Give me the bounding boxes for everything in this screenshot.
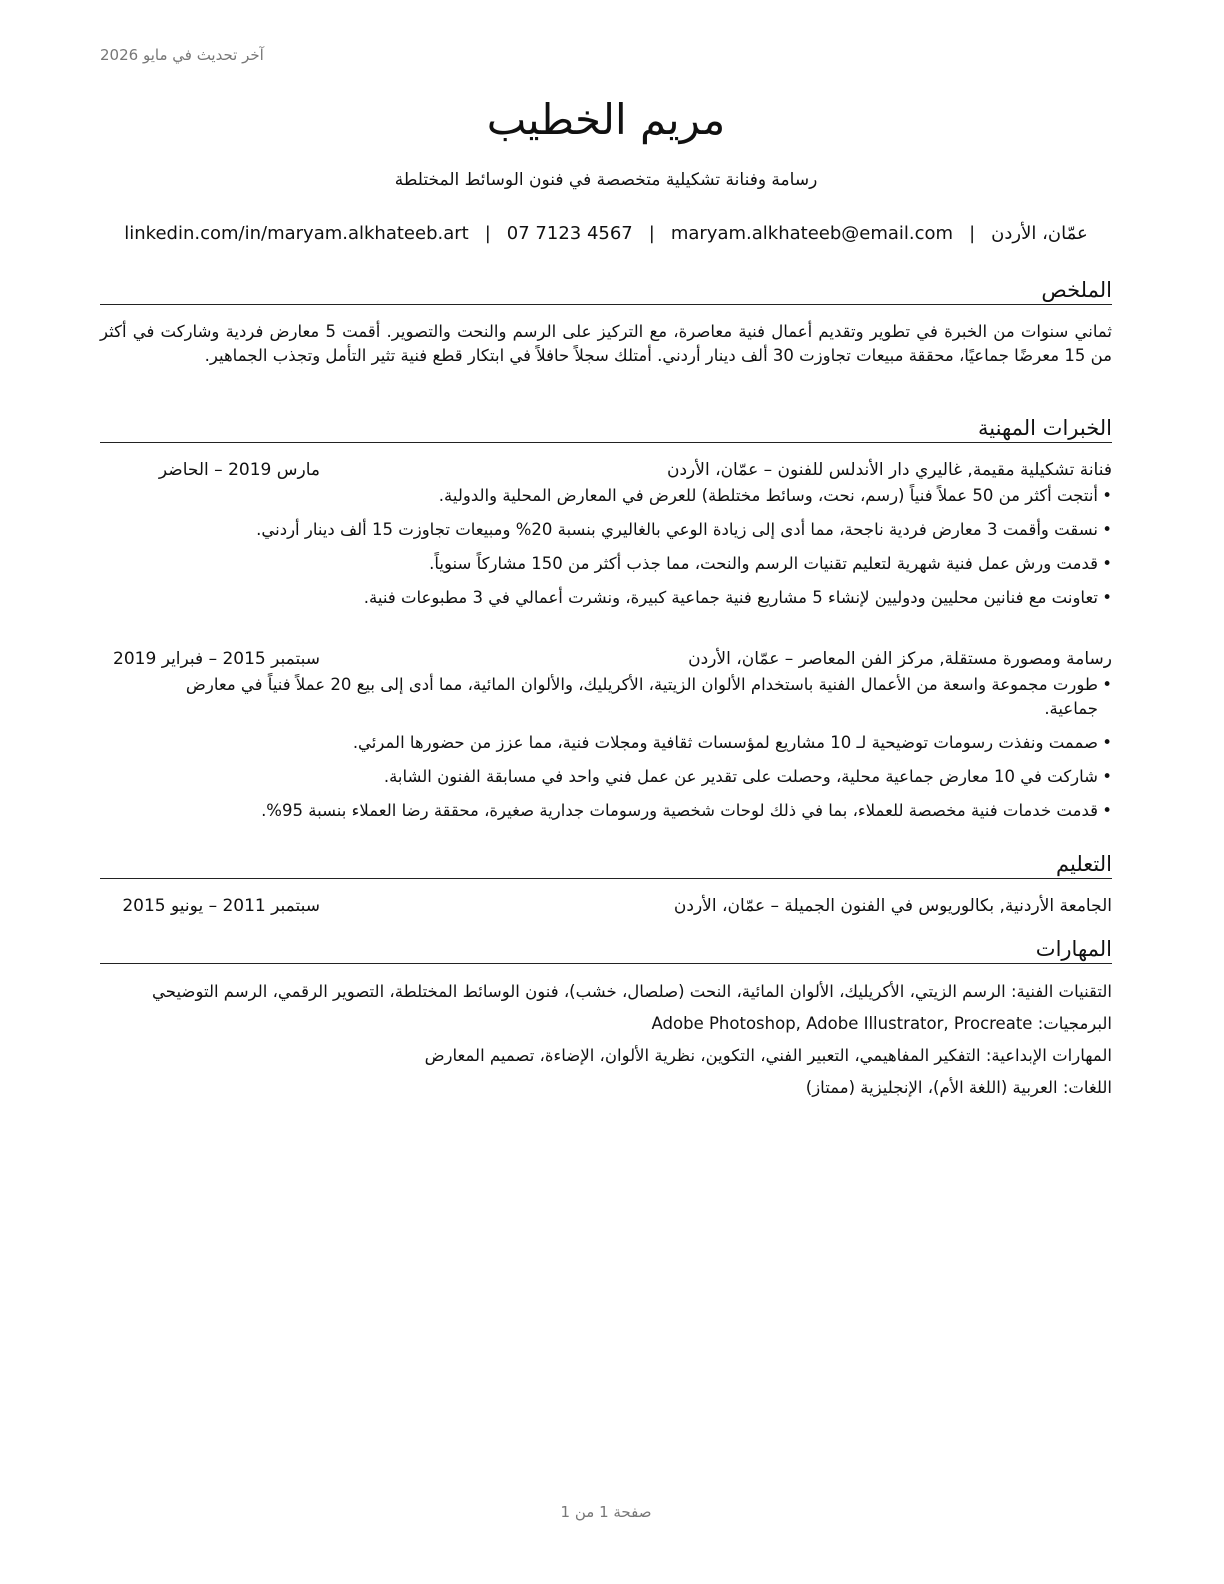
- list-item: [100, 765, 1112, 789]
- skill-label: المهارات الإبداعية:: [985, 1046, 1112, 1065]
- skills-heading: المهارات: [100, 936, 1112, 964]
- bullet-text: شاركت في 10 معارض جماعية محلية، وحصلت على تقدير عن عمل فني واحد في مسابقة الفنون الشابة.: [383, 767, 1098, 786]
- skill-value: التفكير المفاهيمي، التعبير الفني، التكوين، نظرية الألوان، الإضاءة، تصميم المعارض: [424, 1046, 981, 1065]
- bullet-glyph: •: [1102, 767, 1112, 786]
- summary-heading: الملخص: [100, 277, 1112, 305]
- bullet-text: قدمت خدمات فنية مخصصة للعملاء، بما في ذلك لوحات شخصية ورسومات جدارية صغيرة، محققة رضا العملاء بنسبة 95%.: [261, 801, 1098, 820]
- education-dates: سبتمبر 2011 – يونيو 2015: [122, 896, 320, 916]
- skill-line: [100, 1012, 1112, 1036]
- job-header: [100, 458, 1112, 482]
- contact-separator: |: [484, 223, 491, 244]
- experience-heading: الخبرات المهنية: [100, 415, 1112, 443]
- bullet-glyph: •: [1102, 486, 1112, 505]
- contact-linkedin[interactable]: linkedin.com/in/maryam.alkhateeb.art: [124, 223, 469, 244]
- list-item: [100, 518, 1112, 542]
- job-title: فنانة تشكيلية مقيمة, غاليري دار الأندلس للفنون – عمّان، الأردن: [667, 460, 1112, 480]
- contact-line: [100, 223, 1112, 244]
- bullet-text: نسقت وأقمت 3 معارض فردية ناجحة، مما أدى إلى زيادة الوعي بالغاليري بنسبة 20% ومبيعات تجاوزت 15 ألف دينار أردني.: [256, 520, 1098, 539]
- job-bullets: [100, 484, 1112, 610]
- page-footer: صفحة 1 من 1: [560, 1503, 652, 1521]
- bullet-text: تعاونت مع فنانين محليين ودوليين لإنشاء 5 مشاريع فنية جماعية كبيرة، ونشرت أعمالي في 3 مطبوعات فنية.: [363, 588, 1098, 607]
- bullet-text: قدمت ورش عمل فنية شهرية لتعليم تقنيات الرسم والنحت، مما جذب أكثر من 150 مشاركاً سنوياً.: [429, 554, 1098, 573]
- education-header: [100, 894, 1112, 918]
- skill-label: البرمجيات:: [1037, 1014, 1112, 1033]
- contact-email[interactable]: maryam.alkhateeb@email.com: [670, 223, 954, 244]
- list-item: [100, 586, 1112, 610]
- job-bullets: [100, 673, 1112, 823]
- list-item: [100, 731, 1112, 755]
- bullet-text: صممت ونفذت رسومات توضيحية لـ 10 مشاريع لمؤسسات ثقافية ومجلات فنية، مما عزز من حضورها المرئي.: [352, 733, 1098, 752]
- skill-label: التقنيات الفنية:: [1010, 982, 1112, 1001]
- bullet-glyph: •: [1102, 554, 1112, 573]
- skill-line: [100, 1076, 1112, 1100]
- job-entry: [100, 458, 1112, 620]
- job-entry: [100, 647, 1112, 833]
- skill-value: الرسم الزيتي، الأكريليك، الألوان المائية، النحت (صلصال، خشب)، فنون الوسائط المختلطة، التصوير الرقمي، الرسم التوضيحي: [152, 982, 1006, 1001]
- bullet-glyph: •: [1102, 588, 1112, 607]
- contact-location: عمّان، الأردن: [991, 223, 1088, 244]
- skill-label: اللغات:: [1062, 1078, 1112, 1097]
- list-item: [100, 673, 1112, 721]
- list-item: [100, 799, 1112, 823]
- education-title: الجامعة الأردنية, بكالوريوس في الفنون الجميلة – عمّان، الأردن: [673, 896, 1112, 916]
- education-heading: التعليم: [100, 851, 1112, 879]
- skill-line: [100, 1044, 1112, 1068]
- list-item: [100, 484, 1112, 508]
- skill-line: [100, 980, 1112, 1004]
- education-entry: [100, 894, 1112, 918]
- bullet-glyph: •: [1102, 675, 1112, 694]
- contact-phone: 07 7123 4567: [506, 223, 633, 244]
- bullet-glyph: •: [1102, 801, 1112, 820]
- bullet-glyph: •: [1102, 520, 1112, 539]
- contact-separator: |: [648, 223, 655, 244]
- skills-list: [100, 980, 1112, 1108]
- candidate-name: مريم الخطيب: [486, 95, 726, 144]
- resume-page: [100, 0, 1112, 1584]
- bullet-glyph: •: [1102, 733, 1112, 752]
- bullet-text: أنتجت أكثر من 50 عملاً فنياً (رسم، نحت، وسائط مختلطة) للعرض في المعارض المحلية والدولية.: [438, 486, 1098, 505]
- contact-separator: |: [969, 223, 976, 244]
- summary-text: ثماني سنوات من الخبرة في تطوير وتقديم أعمال فنية معاصرة، مع التركيز على الرسم والنحت والتصوير. أقمت 5 معارض فردية وشاركت في أكثر من 15 معرضًا جماعيًا، محققة مبيعات تجاوزت 30 ألف دينار أردني. أمتلك سجلاً حافلاً في ابتكار قطع فنية تثير التأمل وتجذب الجماهير.: [100, 322, 1112, 365]
- list-item: [100, 552, 1112, 576]
- job-header: [100, 647, 1112, 671]
- bullet-text: طورت مجموعة واسعة من الأعمال الفنية باستخدام الألوان الزيتية، الأكريليك، والألوان المائية، مما أدى إلى بيع 20 عملاً فنياً في معارض جماعية.: [185, 675, 1098, 718]
- last-updated-note: آخر تحديث في مايو 2026: [100, 46, 264, 64]
- job-dates: سبتمبر 2015 – فبراير 2019: [113, 649, 320, 669]
- skill-value: Adobe Photoshop, Adobe Illustrator, Procreate: [651, 1014, 1033, 1033]
- job-title: رسامة ومصورة مستقلة, مركز الفن المعاصر – عمّان، الأردن: [688, 649, 1112, 669]
- skill-value: العربية (اللغة الأم)، الإنجليزية (ممتاز): [805, 1078, 1058, 1097]
- candidate-tagline: رسامة وفنانة تشكيلية متخصصة في فنون الوسائط المختلطة: [394, 170, 818, 190]
- job-dates: مارس 2019 – الحاضر: [158, 460, 320, 480]
